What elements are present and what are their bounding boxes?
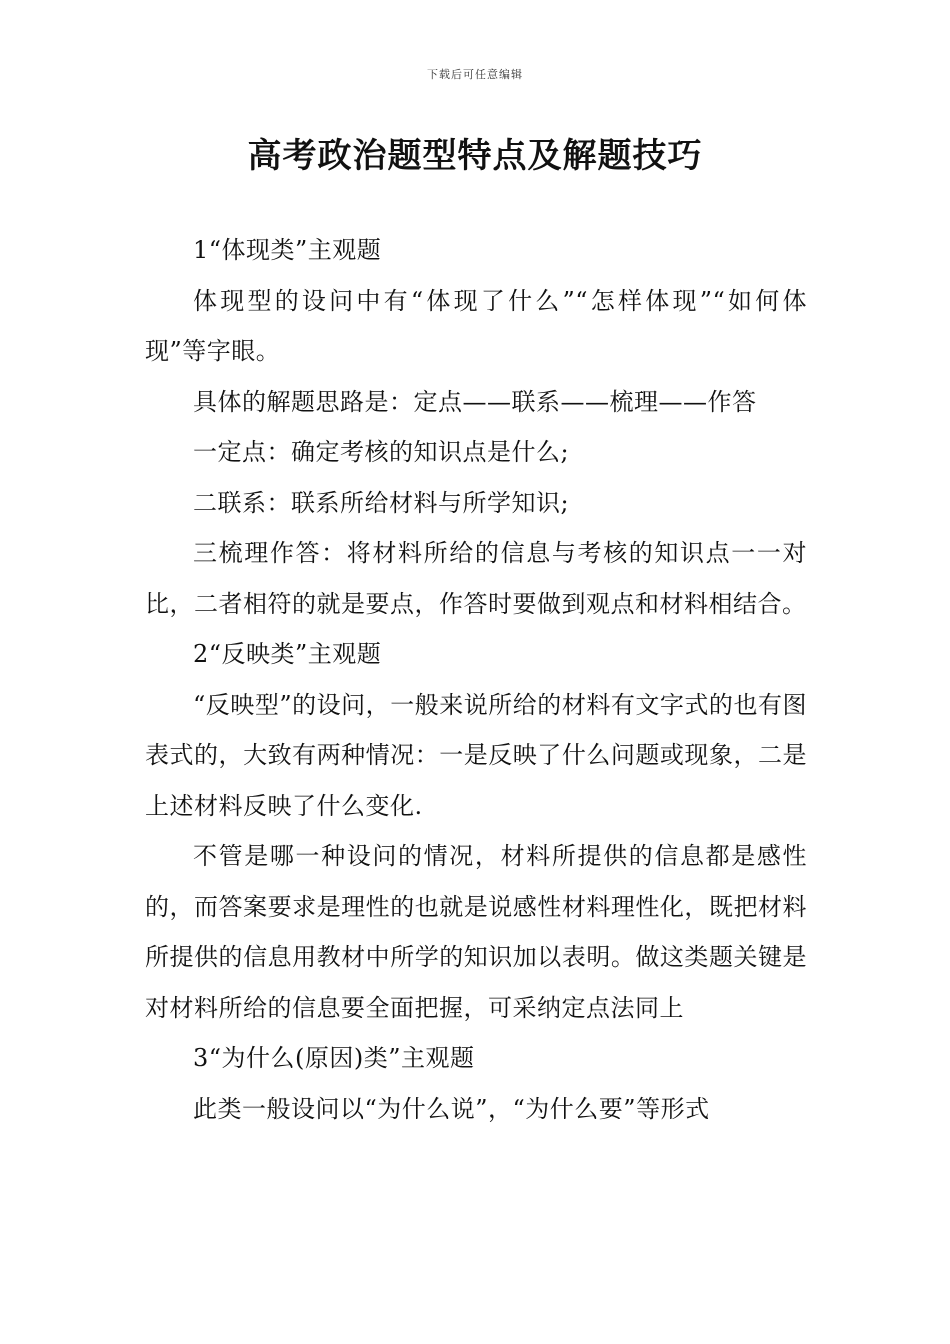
document-title: 高考政治题型特点及解题技巧 xyxy=(247,136,703,176)
paragraph: 一定点：确定考核的知识点是什么; xyxy=(193,438,570,466)
paragraph: 三梳理作答：将材料所给的信息与考核的知识点一一对比，二者相符的就是要点，作答时要做到观点和材料相结合。 xyxy=(145,539,807,618)
paragraph: “反映型”的设问，一般来说所给的材料有文字式的也有图表式的，大致有两种情况：一是反映了什么问题或现象，二是上述材料反映了什么变化. xyxy=(145,690,807,820)
paragraph: 体现型的设问中有“体现了什么”“怎样体现”“如何体现”等字眼。 xyxy=(145,286,807,365)
paragraph: 具体的解题思路是：定点——联系——梳理——作答 xyxy=(193,387,757,416)
paragraph: 此类一般设问以“为什么说”，“为什么要”等形式 xyxy=(193,1094,710,1123)
section-heading-3: 3“为什么(原因)类”主观题 xyxy=(193,1044,475,1072)
document-body xyxy=(145,225,807,1134)
section-heading-1: 1“体现类”主观题 xyxy=(193,236,382,264)
paragraph: 不管是哪一种设问的情况，材料所提供的信息都是感性的，而答案要求是理性的也就是说感性材料理性化，既把材料所提供的信息用教材中所学的知识加以表明。做这类题关键是对材料所给的信息要全面把握，可采纳定点法同上 xyxy=(145,842,807,1022)
header-note: 下载后可任意编辑 xyxy=(427,68,523,81)
section-heading-2: 2“反映类”主观题 xyxy=(193,640,382,668)
paragraph: 二联系：联系所给材料与所学知识; xyxy=(193,488,570,517)
